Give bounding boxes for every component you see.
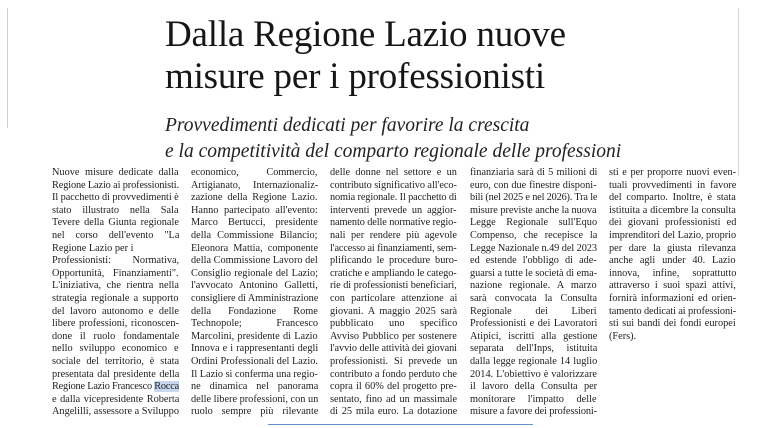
text-line: contributo a fondo perduto che: [330, 368, 457, 380]
text-line: innova, infine, soprattutto: [609, 267, 736, 279]
article-column-1: [52, 167, 179, 419]
text-line: anche agli under 40. Lazio: [609, 255, 736, 267]
text-line: sti sui bandi dei fondi europei: [609, 318, 736, 330]
text-line: bili (nel 2025 e nel 2026). Tra le: [470, 192, 597, 204]
text-line: Il pacchetto di provvedimenti è: [52, 192, 179, 204]
text-line: Artigianato, Internazionaliz-: [191, 179, 318, 191]
text-line: sociale del territorio, è stata: [52, 355, 179, 367]
text-line: ne dinamica nel panorama: [191, 381, 318, 393]
text-line: Ordini Professionali del Lazio.: [191, 355, 318, 367]
text-line: copra il 60% del progetto pre-: [330, 381, 457, 393]
text-line: Hanno partecipato all'evento:: [191, 204, 318, 216]
text-line: sarà convocata la Consulta: [470, 292, 597, 304]
text-line: il lavoro della Consulta per: [470, 381, 597, 393]
text-line: separata dell'Inps, istituita: [470, 343, 597, 355]
text-line: interventi prevede un aggior-: [330, 204, 457, 216]
text-line: zazione della Regione Lazio.: [191, 192, 318, 204]
text-line: Avviso Pubblico per sostenere: [330, 330, 457, 342]
text-line: strategia regionale a supporto: [52, 292, 179, 304]
text-line: libere professioni, riconoscen-: [52, 318, 179, 330]
text-line: l'accesso ai finanziamenti, sem-: [330, 242, 457, 254]
text-line: dalla legge regionale 14 luglio: [470, 355, 597, 367]
text-line: Opportunità, Finanziamenti".: [52, 267, 179, 279]
text-line: istituita a dicembre la consulta: [609, 204, 736, 216]
text-line: con particolare attenzione ai: [330, 292, 457, 304]
text-line: l'avvio delle attività dei giovani: [330, 343, 457, 355]
text-line: presentata dal presidente della: [52, 368, 179, 380]
text-line: del comparto. Inoltre, è stata: [609, 192, 736, 204]
selection-underline: [268, 424, 533, 425]
text-line: (Fers).: [609, 330, 637, 342]
text-line: consigliere di Amministrazione: [191, 292, 318, 304]
text-line: 2014. L'obiettivo è valorizzare: [470, 368, 597, 380]
text-line: contributo significativo all'eco-: [330, 179, 457, 191]
text-line: done il ruolo fondamentale: [52, 330, 179, 342]
text-line: misure previste anche la nuova: [470, 204, 597, 216]
text-line: Angelilli, assessore a Sviluppo: [52, 406, 179, 418]
text-line: tuali provvedimenti in favore: [609, 179, 736, 191]
text-line: nomia regionale. Il pacchetto di: [330, 192, 457, 204]
text-line: euro, con due finestre disponi-: [470, 179, 597, 191]
text-line: per dare la giusta rilevanza: [609, 242, 736, 254]
headline: [165, 14, 725, 98]
text-line: di 25 mila euro. La dotazione: [330, 406, 457, 418]
text-line: namento delle normative regio-: [330, 217, 457, 229]
text-line: economico, Commercio,: [191, 167, 318, 178]
text-line: l'avvocato Antonino Galletti,: [191, 280, 318, 292]
highlighted-word: Rocca: [154, 381, 179, 393]
left-column-rule: [7, 8, 8, 128]
text-line: stato illustrato nella Sala: [52, 204, 179, 216]
text-line: imprenditori del Lazio, proprio: [609, 229, 736, 241]
text-line: cratiche e ampliando le catego-: [330, 267, 457, 279]
text-line: Marcolini, presidente di Lazio: [191, 330, 318, 342]
text-line: L'iniziativa, che rientra nella: [52, 280, 179, 292]
text-line: attraverso i suoi spazi attivi,: [609, 280, 736, 292]
article-column-3: [330, 167, 457, 419]
text-line: Il Lazio si conferma una regio-: [191, 368, 318, 380]
text-line: nazione regionale. A marzo: [470, 280, 597, 292]
subheadline-line: e la competitività del comparto regionale delle professioni: [165, 141, 622, 162]
subheadline-line: Provvedimenti dedicati per favorire la crescita: [165, 115, 530, 136]
headline-line: misure per i professionisti: [165, 56, 545, 97]
text-line: ed estende l'obbligo di ade-: [470, 255, 597, 267]
text-line: giovani. A maggio 2025 sarà: [330, 305, 457, 317]
text-line: della Fondazione Rome: [191, 305, 318, 317]
text-line: misure a favore dei professioni-: [470, 406, 597, 418]
article-column-2: [191, 167, 318, 419]
text-line: professionisti. Si prevede un: [330, 355, 457, 367]
text-line: e dalla vicepresidente Roberta: [52, 393, 179, 405]
text-line: dei giovani professionisti ed: [609, 217, 736, 229]
text-line: Professionisti e dei Lavoratori: [470, 318, 597, 330]
text-line: Legge Nazionale n.49 del 2023: [470, 242, 597, 254]
text-line: sti e per proporre nuovi even-: [609, 167, 736, 178]
text-line: della Commissione Bilancio;: [191, 229, 318, 241]
text-line: delle donne nel settore e un: [330, 167, 457, 178]
text-line: ruolo sempre più rilevante: [191, 406, 318, 418]
text-line: della Commissione Lavoro del: [191, 255, 318, 267]
text-line: Technopole; Francesco: [191, 318, 318, 330]
right-column-rule: [738, 8, 739, 176]
article-column-5: [609, 167, 736, 343]
text-line: Tevere della Giunta regionale: [52, 217, 179, 229]
text-line: Nuove misure dedicate dalla: [52, 167, 179, 178]
text-line: rie di professionisti beneficiari,: [330, 280, 457, 292]
text-line: Regione Lazio Francesco Rocca: [52, 381, 179, 393]
text-line: nali per rendere più agevole: [330, 229, 457, 241]
text-line: monitorare l'impatto delle: [470, 393, 597, 405]
text-line: Regione Lazio ai professionisti.: [52, 179, 179, 191]
text-line: pubblicato uno specifico: [330, 318, 457, 330]
text-line: tamento dedicati ai professioni-: [609, 305, 736, 317]
text-line: guarsi a tutte le società di ema-: [470, 267, 597, 279]
text-line: sentato, fino ad un massimale: [330, 393, 457, 405]
headline-line: Dalla Regione Lazio nuove: [165, 14, 566, 55]
text-line: Marco Bertucci, presidente: [191, 217, 318, 229]
text-line: Consiglio regionale del Lazio;: [191, 267, 318, 279]
text-line: nello sviluppo economico e: [52, 343, 179, 355]
text-line: del lavoro autonomo e delle: [52, 305, 179, 317]
text-line: delle libere professioni, con un: [191, 393, 318, 405]
text-line: finanziaria sarà di 5 milioni di: [470, 167, 597, 178]
text-line: nel corso dell'evento "La: [52, 229, 179, 241]
text-line: Professionisti: Normativa,: [52, 255, 179, 267]
text-line: Regione Lazio per i: [52, 242, 134, 254]
subheadline: [165, 113, 725, 165]
text-line: Eleonora Mattia, componente: [191, 242, 318, 254]
text-line: Legge Regionale sull'Equo: [470, 217, 597, 229]
text-line: Innova e i rappresentanti degli: [191, 343, 318, 355]
article-column-4: [470, 167, 597, 419]
text-line: Atipici, iscritti alla gestione: [470, 330, 597, 342]
text-line: plificando le procedure buro-: [330, 255, 457, 267]
text-line: Compenso, che recepisce la: [470, 229, 597, 241]
text-line: fornirà informazioni ed orien-: [609, 292, 736, 304]
text-line: Regionale dei Liberi: [470, 305, 597, 317]
